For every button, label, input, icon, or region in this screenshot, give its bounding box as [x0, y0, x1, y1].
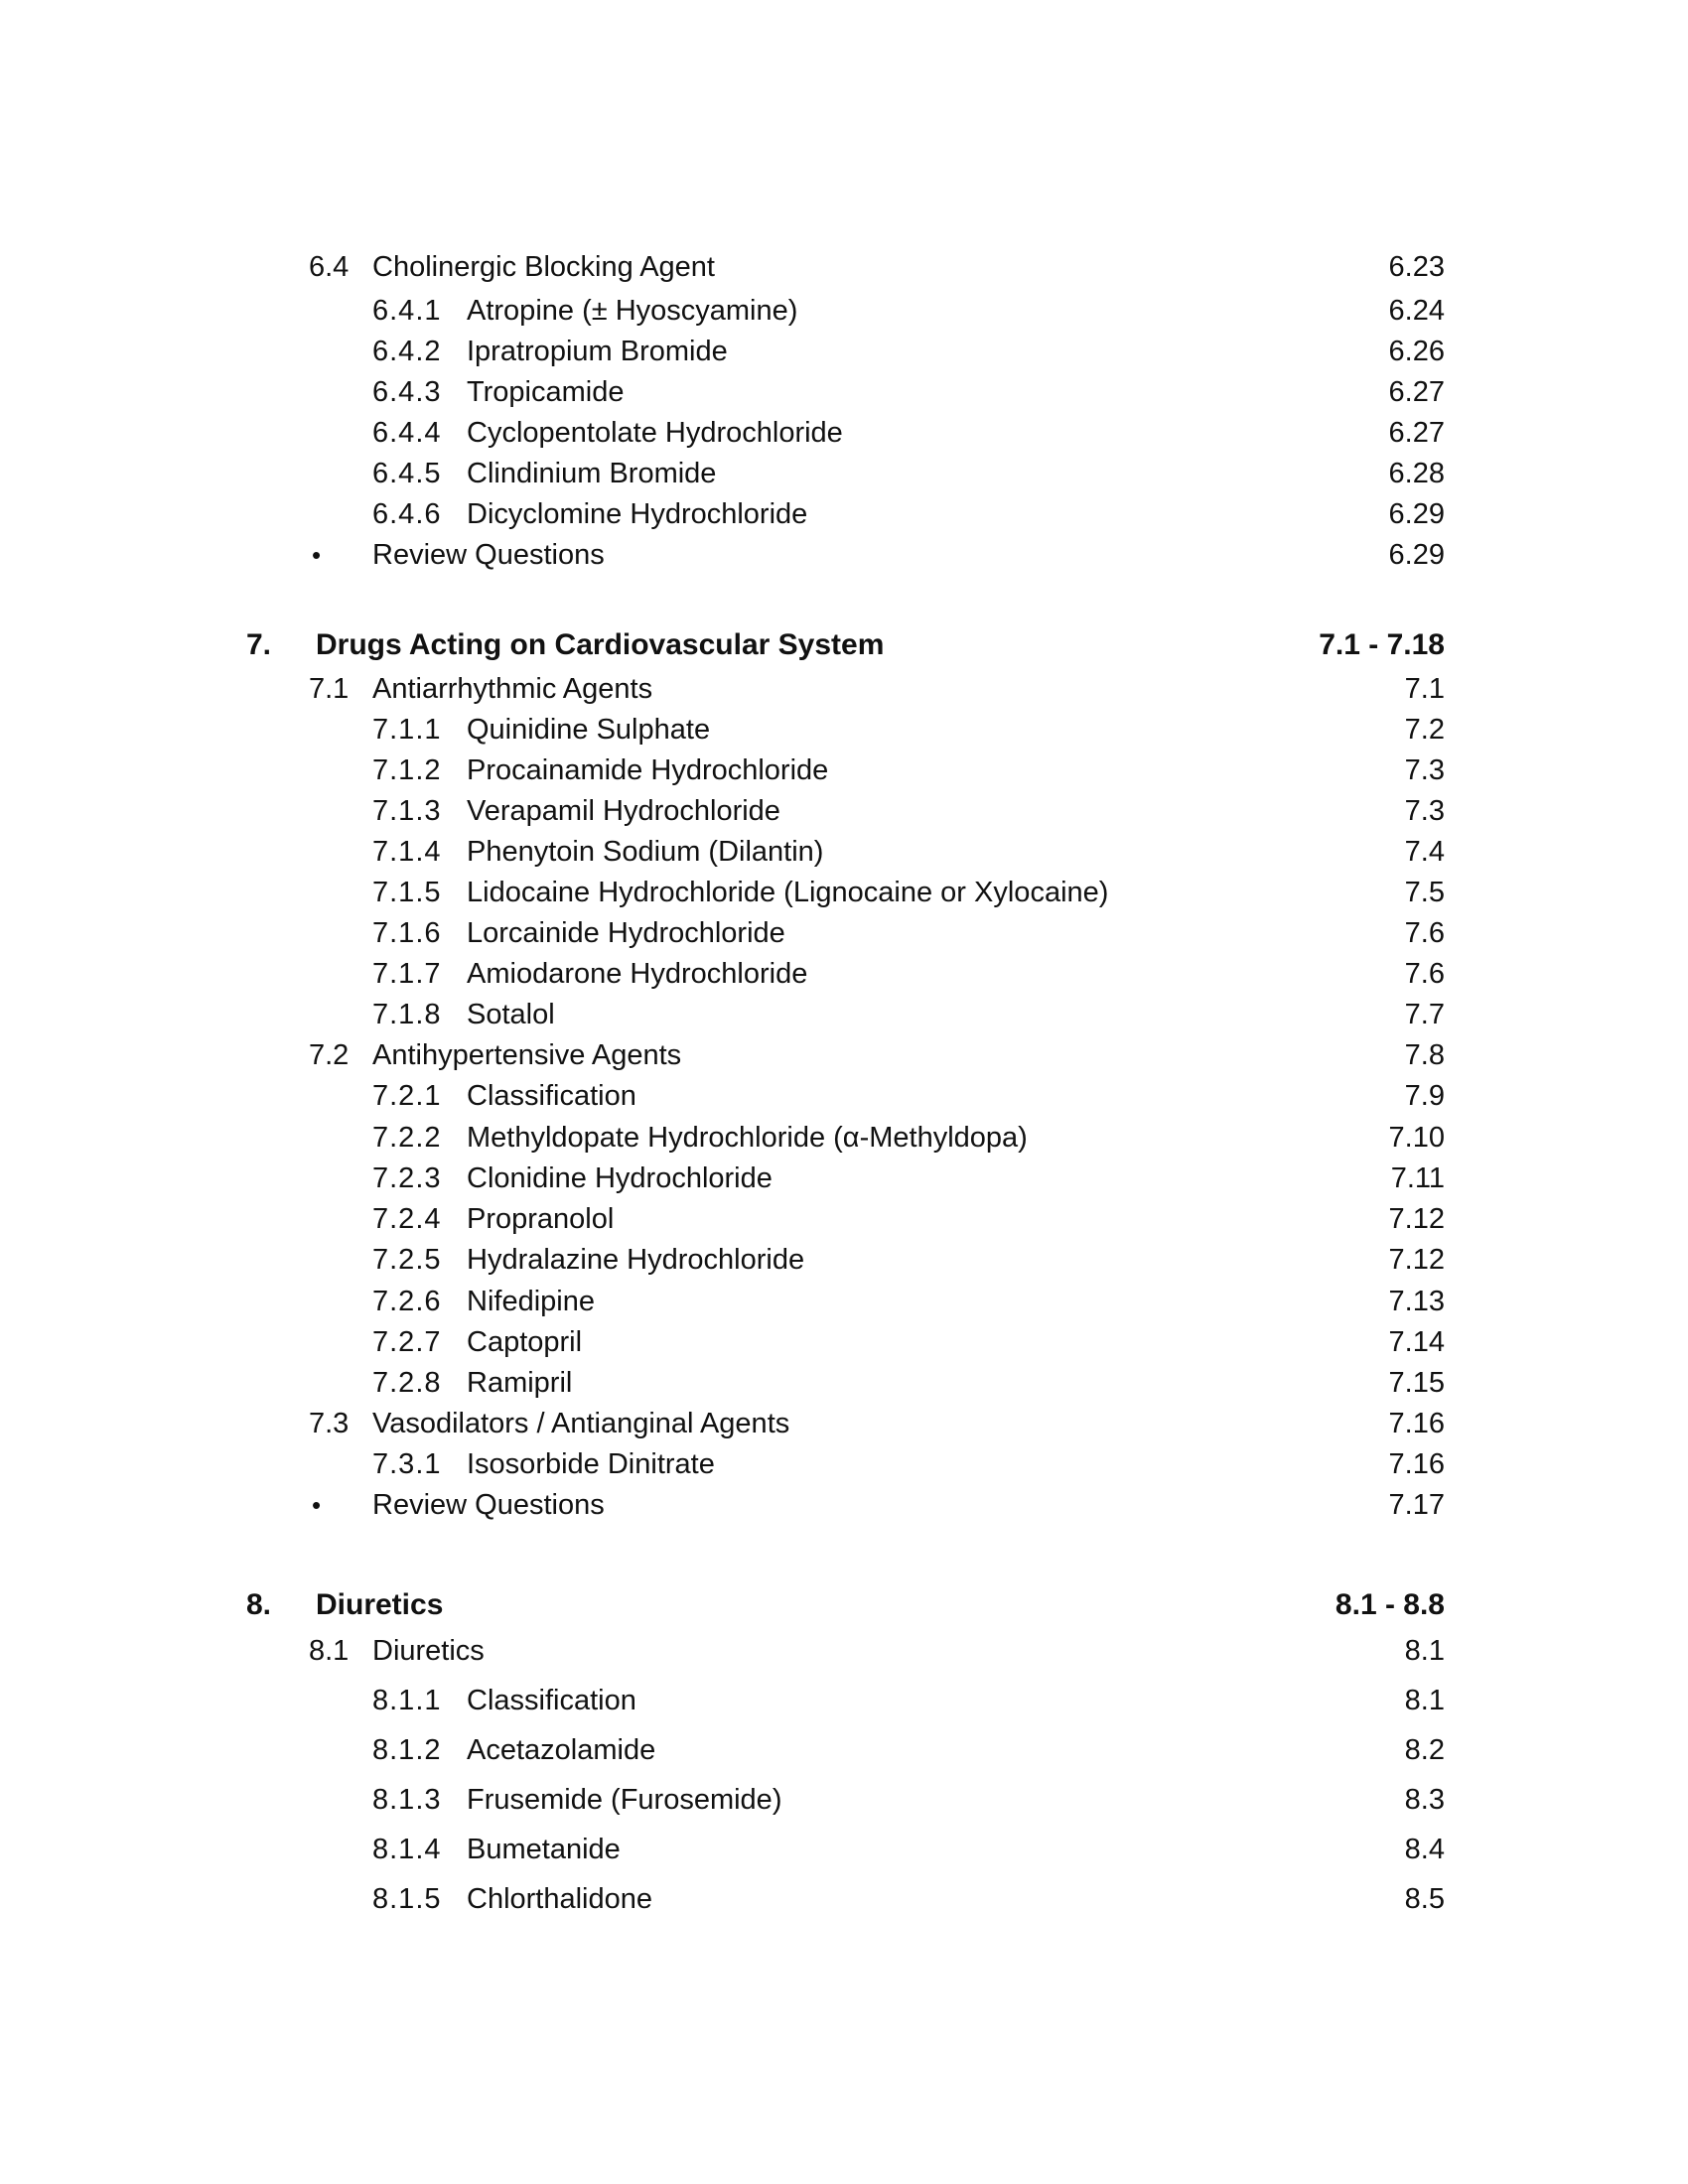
toc-entry-8-1-1[interactable]	[0, 1681, 1688, 1720]
section-title: Sotalol	[467, 999, 555, 1030]
section-title: Classification	[467, 1685, 636, 1716]
page-number: 8.3	[1404, 1784, 1445, 1816]
section-title: Cholinergic Blocking Agent	[372, 251, 715, 283]
toc-entry-6-4[interactable]	[0, 247, 1688, 287]
toc-entry-review-questions-7[interactable]	[0, 1485, 1688, 1525]
section-number: 6.4.3	[372, 376, 442, 408]
page-number: 7.12	[1388, 1244, 1445, 1276]
toc-entry-7-1-3[interactable]	[0, 791, 1688, 831]
section-number: 7.2.1	[372, 1080, 442, 1112]
toc-entry-6-4-3[interactable]	[0, 372, 1688, 412]
section-number: 7.2.3	[372, 1162, 442, 1194]
page-number: 7.10	[1388, 1122, 1445, 1154]
section-number: 7.2	[309, 1039, 350, 1071]
section-number: 6.4.2	[372, 336, 442, 367]
section-title: Diuretics	[372, 1635, 485, 1667]
toc-entry-review-questions-6[interactable]	[0, 535, 1688, 575]
toc-entry-6-4-2[interactable]	[0, 332, 1688, 371]
toc-entry-7-2-2[interactable]	[0, 1118, 1688, 1158]
toc-entry-7-1-2[interactable]	[0, 751, 1688, 790]
toc-entry-8-1-5[interactable]	[0, 1879, 1688, 1919]
section-number: 7.2.2	[372, 1122, 442, 1154]
section-number: 7.1.6	[372, 917, 442, 949]
page-number: 7.8	[1404, 1039, 1445, 1071]
section-number: 7.2.8	[372, 1367, 442, 1399]
toc-entry-8-1-2[interactable]	[0, 1730, 1688, 1770]
section-title: Review Questions	[372, 1489, 605, 1521]
section-number: 7.2.4	[372, 1203, 442, 1235]
bullet-marker: •	[312, 1490, 322, 1520]
section-number: 7.1.1	[372, 714, 442, 746]
page-range: 7.1 - 7.18	[1319, 628, 1445, 661]
section-title: Isosorbide Dinitrate	[467, 1448, 715, 1480]
toc-entry-8-1-3[interactable]	[0, 1780, 1688, 1820]
section-title: Nifedipine	[467, 1286, 595, 1317]
toc-entry-7-2-8[interactable]	[0, 1363, 1688, 1403]
section-title: Ramipril	[467, 1367, 573, 1399]
page-number: 7.17	[1388, 1489, 1445, 1521]
section-number: 7.1.2	[372, 754, 442, 786]
section-title: Cyclopentolate Hydrochloride	[467, 417, 843, 449]
page-number: 7.15	[1388, 1367, 1445, 1399]
toc-entry-6-4-5[interactable]	[0, 454, 1688, 493]
toc-entry-7-1-6[interactable]	[0, 913, 1688, 953]
chapter-number: 7.	[246, 628, 272, 661]
section-title: Lidocaine Hydrochloride (Lignocaine or Xylocaine)	[467, 877, 1109, 908]
section-number: 6.4.5	[372, 458, 442, 489]
page-number: 6.28	[1388, 458, 1445, 489]
section-number: 7.3	[309, 1408, 350, 1439]
toc-entry-7-2-6[interactable]	[0, 1282, 1688, 1321]
section-title: Chlorthalidone	[467, 1883, 653, 1915]
chapter-number: 8.	[246, 1588, 272, 1621]
toc-entry-7-3-1[interactable]	[0, 1444, 1688, 1484]
section-title: Bumetanide	[467, 1834, 621, 1865]
page-number: 6.23	[1388, 251, 1445, 283]
section-number: 8.1.2	[372, 1734, 442, 1766]
page-number: 7.1	[1404, 673, 1445, 705]
bullet-marker: •	[312, 540, 322, 570]
section-number: 6.4.1	[372, 295, 442, 327]
page-number: 7.16	[1388, 1408, 1445, 1439]
toc-entry-7-1-5[interactable]	[0, 873, 1688, 912]
section-number: 7.1.4	[372, 836, 442, 868]
page-number: 7.13	[1388, 1286, 1445, 1317]
section-title: Atropine (± Hyoscyamine)	[467, 295, 798, 327]
section-title: Ipratropium Bromide	[467, 336, 728, 367]
page-number: 6.27	[1388, 417, 1445, 449]
page-number: 7.16	[1388, 1448, 1445, 1480]
page-number: 6.27	[1388, 376, 1445, 408]
section-title: Acetazolamide	[467, 1734, 656, 1766]
page-number: 7.2	[1404, 714, 1445, 746]
section-number: 7.2.7	[372, 1326, 442, 1358]
page-number: 7.6	[1404, 958, 1445, 990]
section-title: Vasodilators / Antianginal Agents	[372, 1408, 790, 1439]
section-title: Antiarrhythmic Agents	[372, 673, 653, 705]
section-title: Dicyclomine Hydrochloride	[467, 498, 808, 530]
page-number: 6.26	[1388, 336, 1445, 367]
toc-entry-7-1-7[interactable]	[0, 954, 1688, 994]
toc-entry-6-4-4[interactable]	[0, 413, 1688, 453]
toc-entry-7-2-5[interactable]	[0, 1240, 1688, 1280]
section-title: Clonidine Hydrochloride	[467, 1162, 773, 1194]
page-number: 7.11	[1390, 1162, 1445, 1194]
section-title: Methyldopate Hydrochloride (α-Methyldopa)	[467, 1122, 1028, 1154]
toc-entry-7-1-8[interactable]	[0, 995, 1688, 1034]
toc-entry-7-1-1[interactable]	[0, 710, 1688, 750]
toc-entry-7-2-4[interactable]	[0, 1199, 1688, 1239]
section-number: 8.1	[309, 1635, 350, 1667]
section-number: 7.2.6	[372, 1286, 442, 1317]
section-number: 8.1.3	[372, 1784, 442, 1816]
section-number: 8.1.1	[372, 1685, 442, 1716]
toc-chapter-7[interactable]	[0, 625, 1688, 665]
section-title: Amiodarone Hydrochloride	[467, 958, 808, 990]
toc-entry-7-3[interactable]	[0, 1404, 1688, 1443]
section-number: 7.3.1	[372, 1448, 442, 1480]
page-number: 7.7	[1404, 999, 1445, 1030]
toc-chapter-8[interactable]	[0, 1585, 1688, 1625]
toc-entry-7-2-3[interactable]	[0, 1159, 1688, 1198]
section-number: 7.1.3	[372, 795, 442, 827]
toc-entry-7-2[interactable]	[0, 1035, 1688, 1075]
toc-entry-7-1[interactable]	[0, 669, 1688, 709]
toc-entry-7-2-1[interactable]	[0, 1076, 1688, 1116]
page-number: 7.3	[1404, 795, 1445, 827]
section-title: Captopril	[467, 1326, 583, 1358]
section-number: 7.1.7	[372, 958, 442, 990]
page-number: 7.12	[1388, 1203, 1445, 1235]
page-number: 6.24	[1388, 295, 1445, 327]
section-title: Lorcainide Hydrochloride	[467, 917, 785, 949]
page-number: 8.5	[1404, 1883, 1445, 1915]
section-number: 8.1.5	[372, 1883, 442, 1915]
chapter-title: Drugs Acting on Cardiovascular System	[316, 628, 885, 661]
section-title: Frusemide (Furosemide)	[467, 1784, 782, 1816]
section-title: Hydralazine Hydrochloride	[467, 1244, 805, 1276]
section-number: 6.4.4	[372, 417, 442, 449]
section-title: Review Questions	[372, 539, 605, 571]
toc-entry-6-4-6[interactable]	[0, 494, 1688, 534]
section-number: 7.1	[309, 673, 350, 705]
page-number: 8.1	[1404, 1635, 1445, 1667]
section-number: 7.1.5	[372, 877, 442, 908]
page-number: 7.3	[1404, 754, 1445, 786]
page-number: 7.9	[1404, 1080, 1445, 1112]
toc-entry-8-1[interactable]	[0, 1631, 1688, 1671]
section-number: 6.4	[309, 251, 350, 283]
section-title: Classification	[467, 1080, 636, 1112]
page-number: 8.1	[1404, 1685, 1445, 1716]
section-number: 8.1.4	[372, 1834, 442, 1865]
section-title: Propranolol	[467, 1203, 615, 1235]
section-title: Verapamil Hydrochloride	[467, 795, 780, 827]
page-number: 7.4	[1404, 836, 1445, 868]
section-title: Phenytoin Sodium (Dilantin)	[467, 836, 824, 868]
toc-entry-7-2-7[interactable]	[0, 1322, 1688, 1362]
toc-entry-8-1-4[interactable]	[0, 1830, 1688, 1869]
toc-entry-6-4-1[interactable]	[0, 291, 1688, 331]
page-range: 8.1 - 8.8	[1335, 1588, 1445, 1621]
page-number: 7.14	[1388, 1326, 1445, 1358]
section-title: Clindinium Bromide	[467, 458, 717, 489]
page-number: 8.2	[1404, 1734, 1445, 1766]
page-number: 6.29	[1388, 498, 1445, 530]
section-number: 6.4.6	[372, 498, 442, 530]
chapter-title: Diuretics	[316, 1588, 444, 1621]
section-number: 7.1.8	[372, 999, 442, 1030]
page-number: 7.6	[1404, 917, 1445, 949]
section-title: Tropicamide	[467, 376, 625, 408]
section-title: Quinidine Sulphate	[467, 714, 711, 746]
toc-entry-7-1-4[interactable]	[0, 832, 1688, 872]
section-title: Procainamide Hydrochloride	[467, 754, 829, 786]
page-number: 8.4	[1404, 1834, 1445, 1865]
section-title: Antihypertensive Agents	[372, 1039, 682, 1071]
page-number: 6.29	[1388, 539, 1445, 571]
section-number: 7.2.5	[372, 1244, 442, 1276]
page-number: 7.5	[1404, 877, 1445, 908]
